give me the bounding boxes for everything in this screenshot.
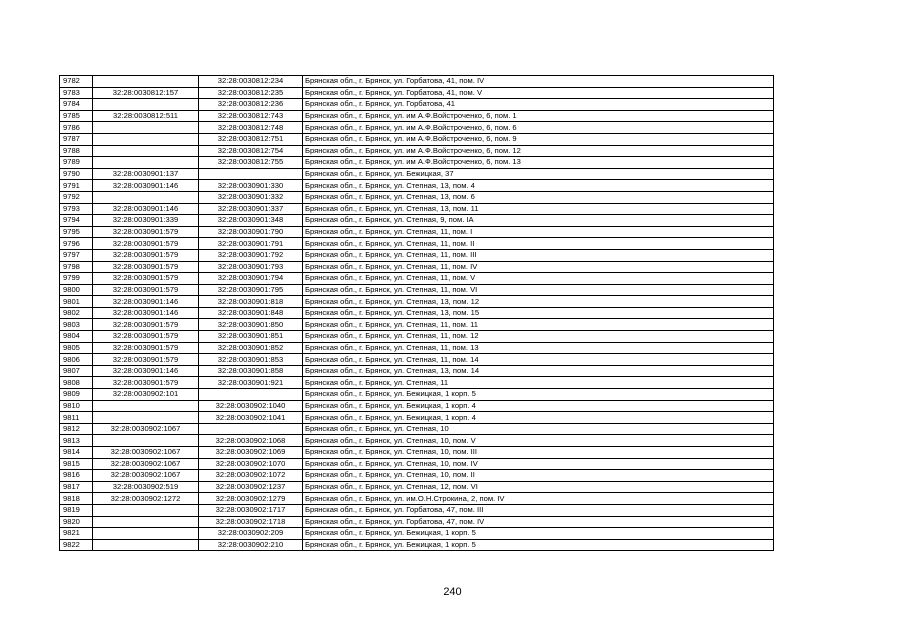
table-row <box>60 238 774 250</box>
parent-cadastral-number-cell: 32:28:0030901:579 <box>93 377 199 389</box>
parent-cadastral-number-cell <box>93 133 199 145</box>
cadastral-number-cell: 32:28:0030901:793 <box>199 261 303 273</box>
row-number-cell: 9813 <box>60 435 93 447</box>
row-number-cell: 9814 <box>60 447 93 459</box>
address-cell: Брянская обл., г. Брянск, ул. им.О.Н.Строкина, 2, пом. IV <box>303 493 774 505</box>
cadastral-number-cell: 32:28:0030902:1070 <box>199 458 303 470</box>
parent-cadastral-number-cell: 32:28:0030901:579 <box>93 273 199 285</box>
table-row <box>60 261 774 273</box>
address-cell: Брянская обл., г. Брянск, ул. им А.Ф.Войстроченко, 6, пом. 13 <box>303 157 774 169</box>
row-number-cell: 9791 <box>60 180 93 192</box>
address-cell: Брянская обл., г. Брянск, ул. Степная, 10, пом. II <box>303 470 774 482</box>
parent-cadastral-number-cell <box>93 99 199 111</box>
parent-cadastral-number-cell: 32:28:0030901:579 <box>93 342 199 354</box>
cadastral-number-cell: 32:28:0030901:792 <box>199 249 303 261</box>
table-row <box>60 249 774 261</box>
table-row <box>60 354 774 366</box>
table-row <box>60 122 774 134</box>
address-cell: Брянская обл., г. Брянск, ул. Степная, 11, пом. I <box>303 226 774 238</box>
parent-cadastral-number-cell: 32:28:0030902:519 <box>93 481 199 493</box>
row-number-cell: 9815 <box>60 458 93 470</box>
row-number-cell: 9822 <box>60 539 93 551</box>
table-row <box>60 180 774 192</box>
row-number-cell: 9786 <box>60 122 93 134</box>
address-cell: Брянская обл., г. Брянск, ул. Бежицкая, 1 корп. 5 <box>303 389 774 401</box>
address-cell: Брянская обл., г. Брянск, ул. Степная, 11 <box>303 377 774 389</box>
parent-cadastral-number-cell: 32:28:0030902:1067 <box>93 470 199 482</box>
address-cell: Брянская обл., г. Брянск, ул. Степная, 11, пом. 14 <box>303 354 774 366</box>
cadastral-number-cell: 32:28:0030901:791 <box>199 238 303 250</box>
parent-cadastral-number-cell <box>93 528 199 540</box>
address-cell: Брянская обл., г. Брянск, ул. Бежицкая, 1 корп. 4 <box>303 400 774 412</box>
row-number-cell: 9817 <box>60 481 93 493</box>
row-number-cell: 9799 <box>60 273 93 285</box>
row-number-cell: 9794 <box>60 215 93 227</box>
cadastral-number-cell: 32:28:0030902:1069 <box>199 447 303 459</box>
parent-cadastral-number-cell: 32:28:0030812:511 <box>93 110 199 122</box>
row-number-cell: 9796 <box>60 238 93 250</box>
cadastral-number-cell: 32:28:0030901:853 <box>199 354 303 366</box>
parent-cadastral-number-cell: 32:28:0030901:339 <box>93 215 199 227</box>
table-row <box>60 157 774 169</box>
table-row <box>60 470 774 482</box>
cadastral-number-cell: 32:28:0030902:1072 <box>199 470 303 482</box>
cadastral-number-cell: 32:28:0030902:1718 <box>199 516 303 528</box>
table-row <box>60 423 774 435</box>
address-cell: Брянская обл., г. Брянск, ул. Горбатова, 47, пом. III <box>303 504 774 516</box>
table-row <box>60 133 774 145</box>
parent-cadastral-number-cell: 32:28:0030901:146 <box>93 365 199 377</box>
row-number-cell: 9820 <box>60 516 93 528</box>
row-number-cell: 9821 <box>60 528 93 540</box>
address-cell: Брянская обл., г. Брянск, ул. Бежицкая, 1 корп. 4 <box>303 412 774 424</box>
cadastral-number-cell: 32:28:0030901:330 <box>199 180 303 192</box>
parent-cadastral-number-cell: 32:28:0030902:1067 <box>93 423 199 435</box>
table-row <box>60 145 774 157</box>
table-row <box>60 87 774 99</box>
cadastral-number-cell: 32:28:0030902:1279 <box>199 493 303 505</box>
parent-cadastral-number-cell: 32:28:0030901:579 <box>93 354 199 366</box>
cadastral-number-cell: 32:28:0030902:1068 <box>199 435 303 447</box>
address-cell: Брянская обл., г. Брянск, ул. Степная, 10, пом. III <box>303 447 774 459</box>
cadastral-number-cell: 32:28:0030901:851 <box>199 331 303 343</box>
cadastral-number-cell: 32:28:0030812:743 <box>199 110 303 122</box>
cadastral-number-cell: 32:28:0030902:210 <box>199 539 303 551</box>
parent-cadastral-number-cell: 32:28:0030901:137 <box>93 168 199 180</box>
parent-cadastral-number-cell: 32:28:0030901:579 <box>93 249 199 261</box>
row-number-cell: 9818 <box>60 493 93 505</box>
parent-cadastral-number-cell: 32:28:0030812:157 <box>93 87 199 99</box>
address-cell: Брянская обл., г. Брянск, ул. Горбатова, 41 <box>303 99 774 111</box>
cadastral-number-cell: 32:28:0030812:755 <box>199 157 303 169</box>
row-number-cell: 9787 <box>60 133 93 145</box>
address-cell: Брянская обл., г. Брянск, ул. Степная, 11, пом. 12 <box>303 331 774 343</box>
address-cell: Брянская обл., г. Брянск, ул. Горбатова, 41, пом. V <box>303 87 774 99</box>
address-cell: Брянская обл., г. Брянск, ул. Горбатова, 47, пом. IV <box>303 516 774 528</box>
table-row <box>60 342 774 354</box>
cadastral-number-cell: 32:28:0030901:852 <box>199 342 303 354</box>
address-cell: Брянская обл., г. Брянск, ул. Степная, 10, пом. IV <box>303 458 774 470</box>
row-number-cell: 9801 <box>60 296 93 308</box>
parent-cadastral-number-cell <box>93 516 199 528</box>
address-cell: Брянская обл., г. Брянск, ул. Бежицкая, 37 <box>303 168 774 180</box>
row-number-cell: 9807 <box>60 365 93 377</box>
address-cell: Брянская обл., г. Брянск, ул. Горбатова, 41, пом. IV <box>303 76 774 88</box>
table-row <box>60 528 774 540</box>
address-cell: Брянская обл., г. Брянск, ул. Степная, 11, пом. IV <box>303 261 774 273</box>
row-number-cell: 9802 <box>60 307 93 319</box>
registry-table <box>59 75 774 551</box>
cadastral-number-cell: 32:28:0030812:754 <box>199 145 303 157</box>
address-cell: Брянская обл., г. Брянск, ул. Степная, 11, пом. 11 <box>303 319 774 331</box>
table-row <box>60 215 774 227</box>
parent-cadastral-number-cell: 32:28:0030901:579 <box>93 238 199 250</box>
cadastral-number-cell: 32:28:0030902:1041 <box>199 412 303 424</box>
table-row <box>60 319 774 331</box>
table-row <box>60 307 774 319</box>
row-number-cell: 9819 <box>60 504 93 516</box>
parent-cadastral-number-cell: 32:28:0030901:579 <box>93 284 199 296</box>
parent-cadastral-number-cell: 32:28:0030902:1067 <box>93 458 199 470</box>
address-cell: Брянская обл., г. Брянск, ул. Степная, 13, пом. 4 <box>303 180 774 192</box>
table-row <box>60 516 774 528</box>
cadastral-number-cell <box>199 423 303 435</box>
row-number-cell: 9792 <box>60 191 93 203</box>
row-number-cell: 9798 <box>60 261 93 273</box>
table-row <box>60 284 774 296</box>
address-cell: Брянская обл., г. Брянск, ул. Степная, 13, пом. 6 <box>303 191 774 203</box>
parent-cadastral-number-cell <box>93 191 199 203</box>
row-number-cell: 9788 <box>60 145 93 157</box>
parent-cadastral-number-cell <box>93 412 199 424</box>
parent-cadastral-number-cell: 32:28:0030902:101 <box>93 389 199 401</box>
table-row <box>60 99 774 111</box>
row-number-cell: 9811 <box>60 412 93 424</box>
cadastral-number-cell: 32:28:0030902:209 <box>199 528 303 540</box>
address-cell: Брянская обл., г. Брянск, ул. Бежицкая, 1 корп. 5 <box>303 528 774 540</box>
parent-cadastral-number-cell: 32:28:0030902:1272 <box>93 493 199 505</box>
address-cell: Брянская обл., г. Брянск, ул. Степная, 10 <box>303 423 774 435</box>
address-cell: Брянская обл., г. Брянск, ул. им А.Ф.Войстроченко, 6, пом. 9 <box>303 133 774 145</box>
parent-cadastral-number-cell: 32:28:0030901:146 <box>93 203 199 215</box>
table-row <box>60 110 774 122</box>
row-number-cell: 9803 <box>60 319 93 331</box>
row-number-cell: 9795 <box>60 226 93 238</box>
cadastral-number-cell: 32:28:0030901:790 <box>199 226 303 238</box>
row-number-cell: 9785 <box>60 110 93 122</box>
cadastral-number-cell: 32:28:0030902:1717 <box>199 504 303 516</box>
cadastral-number-cell: 32:28:0030901:794 <box>199 273 303 285</box>
cadastral-number-cell: 32:28:0030901:850 <box>199 319 303 331</box>
parent-cadastral-number-cell <box>93 504 199 516</box>
parent-cadastral-number-cell <box>93 76 199 88</box>
table-row <box>60 539 774 551</box>
cadastral-number-cell: 32:28:0030902:1237 <box>199 481 303 493</box>
address-cell: Брянская обл., г. Брянск, ул. Степная, 11, пом. 13 <box>303 342 774 354</box>
row-number-cell: 9812 <box>60 423 93 435</box>
cadastral-number-cell: 32:28:0030901:858 <box>199 365 303 377</box>
table-row <box>60 191 774 203</box>
cadastral-number-cell: 32:28:0030812:234 <box>199 76 303 88</box>
address-cell: Брянская обл., г. Брянск, ул. Степная, 13, пом. 15 <box>303 307 774 319</box>
parent-cadastral-number-cell: 32:28:0030901:579 <box>93 319 199 331</box>
row-number-cell: 9797 <box>60 249 93 261</box>
address-cell: Брянская обл., г. Брянск, ул. Степная, 11, пом. III <box>303 249 774 261</box>
row-number-cell: 9816 <box>60 470 93 482</box>
address-cell: Брянская обл., г. Брянск, ул. Степная, 13, пом. 12 <box>303 296 774 308</box>
row-number-cell: 9809 <box>60 389 93 401</box>
row-number-cell: 9805 <box>60 342 93 354</box>
address-cell: Брянская обл., г. Брянск, ул. Бежицкая, 1 корп. 5 <box>303 539 774 551</box>
cadastral-number-cell: 32:28:0030901:337 <box>199 203 303 215</box>
parent-cadastral-number-cell <box>93 157 199 169</box>
table-row <box>60 435 774 447</box>
row-number-cell: 9784 <box>60 99 93 111</box>
table-row <box>60 389 774 401</box>
cadastral-number-cell: 32:28:0030902:1040 <box>199 400 303 412</box>
address-cell: Брянская обл., г. Брянск, ул. Степная, 11, пом. V <box>303 273 774 285</box>
row-number-cell: 9783 <box>60 87 93 99</box>
parent-cadastral-number-cell: 32:28:0030901:146 <box>93 307 199 319</box>
row-number-cell: 9782 <box>60 76 93 88</box>
table-row <box>60 203 774 215</box>
page-number: 240 <box>443 586 462 598</box>
table-row <box>60 400 774 412</box>
address-cell: Брянская обл., г. Брянск, ул. Степная, 11, пом. II <box>303 238 774 250</box>
parent-cadastral-number-cell: 32:28:0030901:579 <box>93 261 199 273</box>
address-cell: Брянская обл., г. Брянск, ул. Степная, 10, пом. V <box>303 435 774 447</box>
parent-cadastral-number-cell <box>93 400 199 412</box>
row-number-cell: 9800 <box>60 284 93 296</box>
row-number-cell: 9790 <box>60 168 93 180</box>
address-cell: Брянская обл., г. Брянск, ул. Степная, 13, пом. 14 <box>303 365 774 377</box>
cadastral-number-cell: 32:28:0030901:921 <box>199 377 303 389</box>
table-row <box>60 412 774 424</box>
table-row <box>60 76 774 88</box>
table-row <box>60 493 774 505</box>
cadastral-number-cell: 32:28:0030901:795 <box>199 284 303 296</box>
address-cell: Брянская обл., г. Брянск, ул. им А.Ф.Войстроченко, 6, пом. 12 <box>303 145 774 157</box>
cadastral-number-cell: 32:28:0030901:848 <box>199 307 303 319</box>
address-cell: Брянская обл., г. Брянск, ул. Степная, 13, пом. 11 <box>303 203 774 215</box>
parent-cadastral-number-cell: 32:28:0030902:1067 <box>93 447 199 459</box>
parent-cadastral-number-cell <box>93 539 199 551</box>
address-cell: Брянская обл., г. Брянск, ул. Степная, 9, пом. IA <box>303 215 774 227</box>
cadastral-number-cell: 32:28:0030901:348 <box>199 215 303 227</box>
row-number-cell: 9804 <box>60 331 93 343</box>
parent-cadastral-number-cell <box>93 122 199 134</box>
cadastral-number-cell: 32:28:0030901:818 <box>199 296 303 308</box>
table-row <box>60 481 774 493</box>
cadastral-number-cell: 32:28:0030812:236 <box>199 99 303 111</box>
parent-cadastral-number-cell: 32:28:0030901:146 <box>93 296 199 308</box>
registry-table-body <box>60 76 774 551</box>
table-row <box>60 504 774 516</box>
cadastral-number-cell: 32:28:0030812:748 <box>199 122 303 134</box>
row-number-cell: 9808 <box>60 377 93 389</box>
row-number-cell: 9793 <box>60 203 93 215</box>
table-row <box>60 331 774 343</box>
table-row <box>60 226 774 238</box>
address-cell: Брянская обл., г. Брянск, ул. им А.Ф.Войстроченко, 6, пом. 1 <box>303 110 774 122</box>
table-row <box>60 168 774 180</box>
row-number-cell: 9806 <box>60 354 93 366</box>
parent-cadastral-number-cell: 32:28:0030901:146 <box>93 180 199 192</box>
row-number-cell: 9810 <box>60 400 93 412</box>
table-row <box>60 296 774 308</box>
table-row <box>60 447 774 459</box>
table-row <box>60 458 774 470</box>
address-cell: Брянская обл., г. Брянск, ул. им А.Ф.Войстроченко, 6, пом. 6 <box>303 122 774 134</box>
parent-cadastral-number-cell: 32:28:0030901:579 <box>93 331 199 343</box>
cadastral-number-cell: 32:28:0030812:751 <box>199 133 303 145</box>
table-row <box>60 273 774 285</box>
parent-cadastral-number-cell: 32:28:0030901:579 <box>93 226 199 238</box>
table-row <box>60 377 774 389</box>
address-cell: Брянская обл., г. Брянск, ул. Степная, 12, пом. VI <box>303 481 774 493</box>
row-number-cell: 9789 <box>60 157 93 169</box>
address-cell: Брянская обл., г. Брянск, ул. Степная, 11, пом. VI <box>303 284 774 296</box>
cadastral-number-cell: 32:28:0030812:235 <box>199 87 303 99</box>
cadastral-number-cell: 32:28:0030901:332 <box>199 191 303 203</box>
cadastral-number-cell <box>199 389 303 401</box>
cadastral-number-cell <box>199 168 303 180</box>
parent-cadastral-number-cell <box>93 435 199 447</box>
table-row <box>60 365 774 377</box>
parent-cadastral-number-cell <box>93 145 199 157</box>
